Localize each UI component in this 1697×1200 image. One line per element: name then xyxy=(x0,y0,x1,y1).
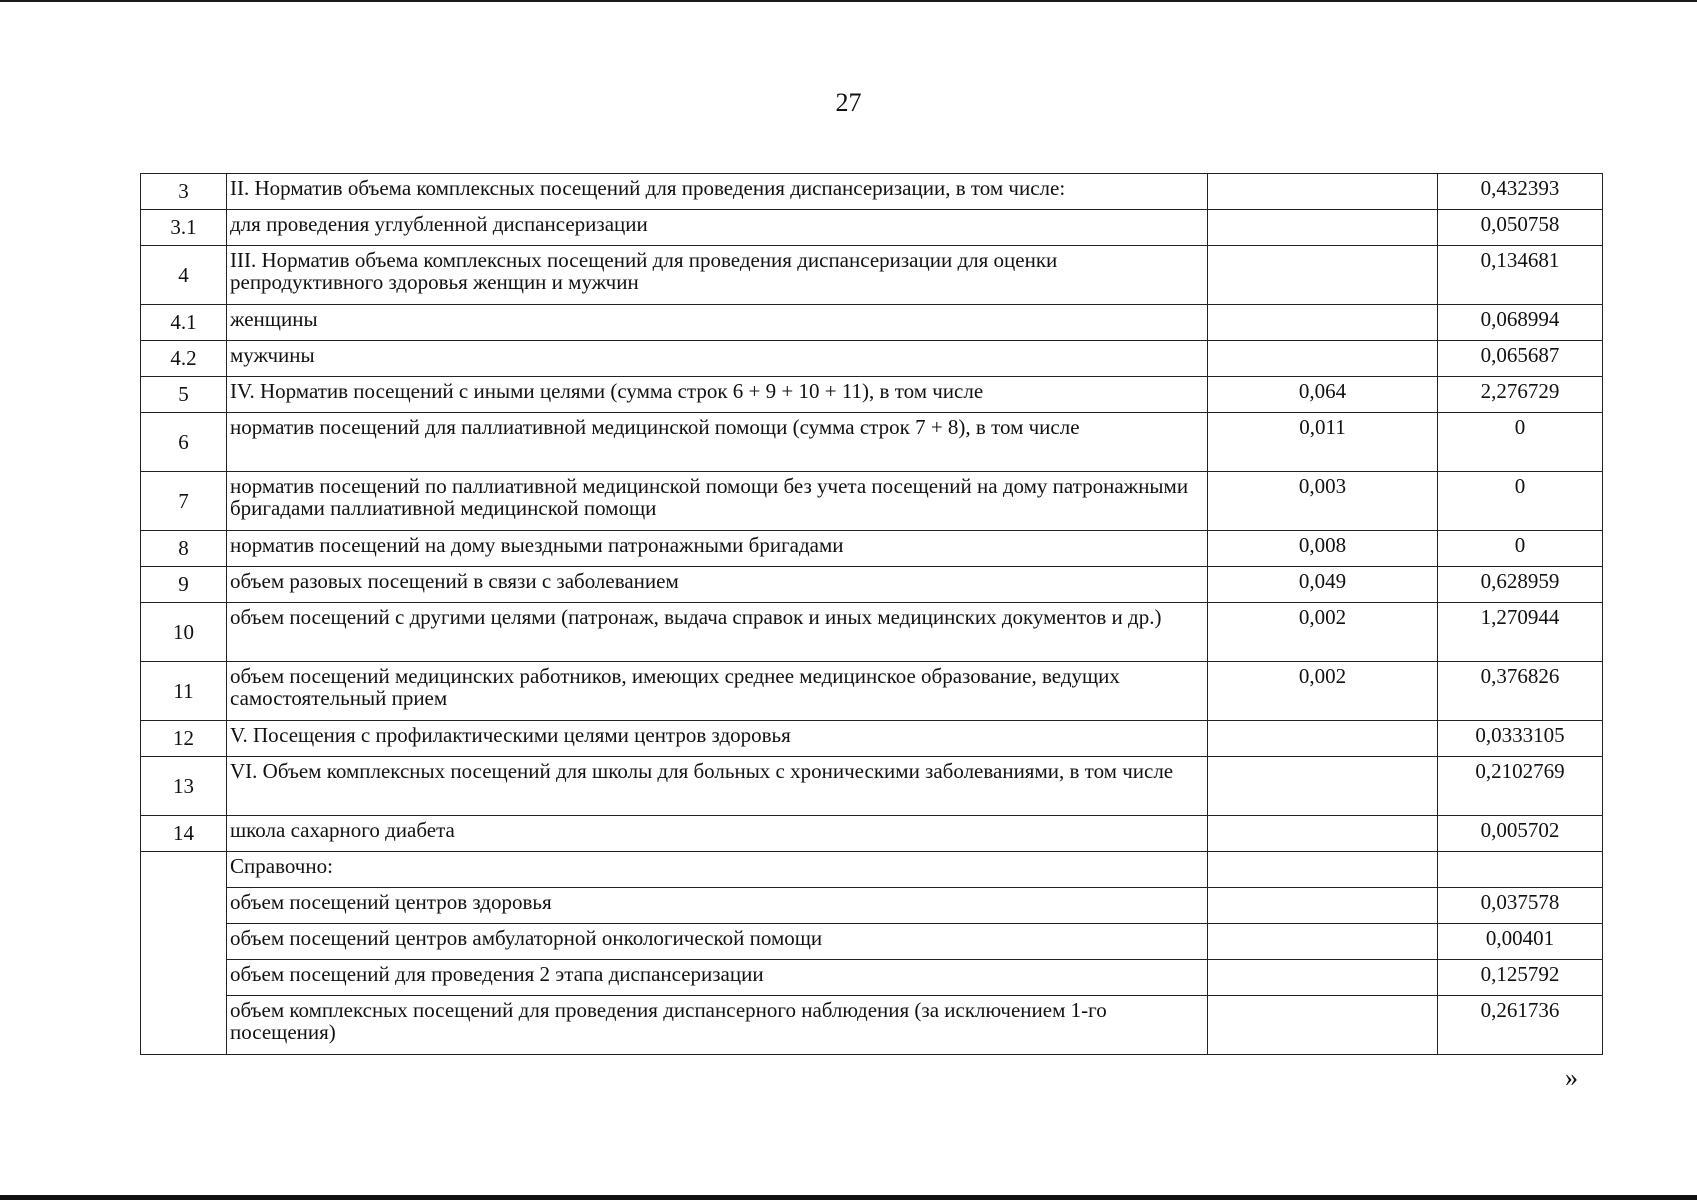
row-label: объем разовых посещений в связи с заболеванием xyxy=(227,567,1208,603)
row-value-2: 0,037578 xyxy=(1438,888,1603,924)
row-value-1: 0,064 xyxy=(1208,377,1438,413)
table-row xyxy=(141,377,1603,413)
row-number: 10 xyxy=(141,603,227,662)
row-value-2: 0 xyxy=(1438,413,1603,472)
table-row xyxy=(141,341,1603,377)
reference-row xyxy=(141,888,1603,924)
row-value-2: 0,065687 xyxy=(1438,341,1603,377)
row-label: V. Посещения с профилактическими целями центров здоровья xyxy=(227,721,1208,757)
row-value-2: 0,005702 xyxy=(1438,816,1603,852)
table-row xyxy=(141,567,1603,603)
row-value-2: 0,050758 xyxy=(1438,210,1603,246)
table-row xyxy=(141,662,1603,721)
page-number: 27 xyxy=(835,88,862,117)
row-value-1 xyxy=(1208,816,1438,852)
row-label: III. Норматив объема комплексных посещений для проведения диспансеризации для оценки репродуктивного здоровья женщин и мужчин xyxy=(227,246,1208,305)
row-value-2: 0,261736 xyxy=(1438,996,1603,1055)
row-value-1 xyxy=(1208,305,1438,341)
row-value-2: 0,00401 xyxy=(1438,924,1603,960)
row-value-2: 0,2102769 xyxy=(1438,757,1603,816)
table-row xyxy=(141,246,1603,305)
table-row xyxy=(141,531,1603,567)
table-row xyxy=(141,757,1603,816)
row-label: объем посещений центров здоровья xyxy=(227,888,1208,924)
row-value-1 xyxy=(1208,246,1438,305)
row-number: 8 xyxy=(141,531,227,567)
row-label: объем комплексных посещений для проведения диспансерного наблюдения (за исключением 1-го посещения) xyxy=(227,996,1208,1055)
row-value-1: 0,003 xyxy=(1208,472,1438,531)
table-row xyxy=(141,210,1603,246)
row-value-2: 0,432393 xyxy=(1438,174,1603,210)
reference-row xyxy=(141,996,1603,1055)
table-row xyxy=(141,413,1603,472)
row-number: 6 xyxy=(141,413,227,472)
reference-row xyxy=(141,960,1603,996)
table-row xyxy=(141,472,1603,531)
row-value-1 xyxy=(1208,996,1438,1055)
row-value-2: 0,0333105 xyxy=(1438,721,1603,757)
row-number: 5 xyxy=(141,377,227,413)
closing-quote: » xyxy=(1565,1063,1578,1092)
scan-top-edge xyxy=(0,0,1697,2)
row-label: объем посещений медицинских работников, имеющих среднее медицинское образование, ведущих самостоятельный прием xyxy=(227,662,1208,721)
row-number: 11 xyxy=(141,662,227,721)
row-value-1 xyxy=(1208,757,1438,816)
row-value-1: 0,049 xyxy=(1208,567,1438,603)
table-row xyxy=(141,305,1603,341)
row-number: 7 xyxy=(141,472,227,531)
row-label: объем посещений для проведения 2 этапа диспансеризации xyxy=(227,960,1208,996)
row-label: женщины xyxy=(227,305,1208,341)
row-number: 4 xyxy=(141,246,227,305)
row-value-1 xyxy=(1208,852,1438,888)
row-value-1: 0,002 xyxy=(1208,603,1438,662)
row-label: мужчины xyxy=(227,341,1208,377)
row-value-2: 0,134681 xyxy=(1438,246,1603,305)
row-value-2: 0 xyxy=(1438,472,1603,531)
scan-bottom-edge xyxy=(0,1195,1697,1200)
table-row xyxy=(141,174,1603,210)
row-value-1 xyxy=(1208,888,1438,924)
row-number: 13 xyxy=(141,757,227,816)
row-value-1: 0,002 xyxy=(1208,662,1438,721)
reference-number-cell xyxy=(141,852,227,1055)
row-label: норматив посещений на дому выездными патронажными бригадами xyxy=(227,531,1208,567)
row-value-1 xyxy=(1208,174,1438,210)
table-row xyxy=(141,603,1603,662)
row-label: объем посещений с другими целями (патронаж, выдача справок и иных медицинских документов и др.) xyxy=(227,603,1208,662)
table-row xyxy=(141,721,1603,757)
row-value-2: 0,068994 xyxy=(1438,305,1603,341)
row-label: для проведения углубленной диспансеризации xyxy=(227,210,1208,246)
row-value-2: 2,276729 xyxy=(1438,377,1603,413)
row-value-1 xyxy=(1208,721,1438,757)
row-label: II. Норматив объема комплексных посещений для проведения диспансеризации, в том числе: xyxy=(227,174,1208,210)
row-label: норматив посещений по паллиативной медицинской помощи без учета посещений на дому патронажными бригадами паллиативной медицинской помощи xyxy=(227,472,1208,531)
row-number: 3.1 xyxy=(141,210,227,246)
row-label: школа сахарного диабета xyxy=(227,816,1208,852)
row-value-2: 1,270944 xyxy=(1438,603,1603,662)
row-value-2: 0 xyxy=(1438,531,1603,567)
row-value-1: 0,011 xyxy=(1208,413,1438,472)
row-value-2: 0,125792 xyxy=(1438,960,1603,996)
row-number: 9 xyxy=(141,567,227,603)
row-label: VI. Объем комплексных посещений для школы для больных с хроническими заболеваниями, в том числе xyxy=(227,757,1208,816)
row-label: IV. Норматив посещений с иными целями (сумма строк 6 + 9 + 10 + 11), в том числе xyxy=(227,377,1208,413)
row-number: 14 xyxy=(141,816,227,852)
row-value-2: 0,628959 xyxy=(1438,567,1603,603)
table-row xyxy=(141,816,1603,852)
row-value-2 xyxy=(1438,852,1603,888)
reference-row xyxy=(141,924,1603,960)
row-value-1 xyxy=(1208,341,1438,377)
norms-table xyxy=(140,173,1603,1055)
row-value-1: 0,008 xyxy=(1208,531,1438,567)
row-number: 3 xyxy=(141,174,227,210)
row-number: 4.1 xyxy=(141,305,227,341)
reference-row xyxy=(141,852,1603,888)
row-number: 12 xyxy=(141,721,227,757)
row-value-1 xyxy=(1208,960,1438,996)
row-label: объем посещений центров амбулаторной онкологической помощи xyxy=(227,924,1208,960)
row-value-1 xyxy=(1208,210,1438,246)
row-label: норматив посещений для паллиативной медицинской помощи (сумма строк 7 + 8), в том числе xyxy=(227,413,1208,472)
reference-heading: Справочно: xyxy=(227,852,1208,888)
row-number: 4.2 xyxy=(141,341,227,377)
row-value-2: 0,376826 xyxy=(1438,662,1603,721)
row-value-1 xyxy=(1208,924,1438,960)
